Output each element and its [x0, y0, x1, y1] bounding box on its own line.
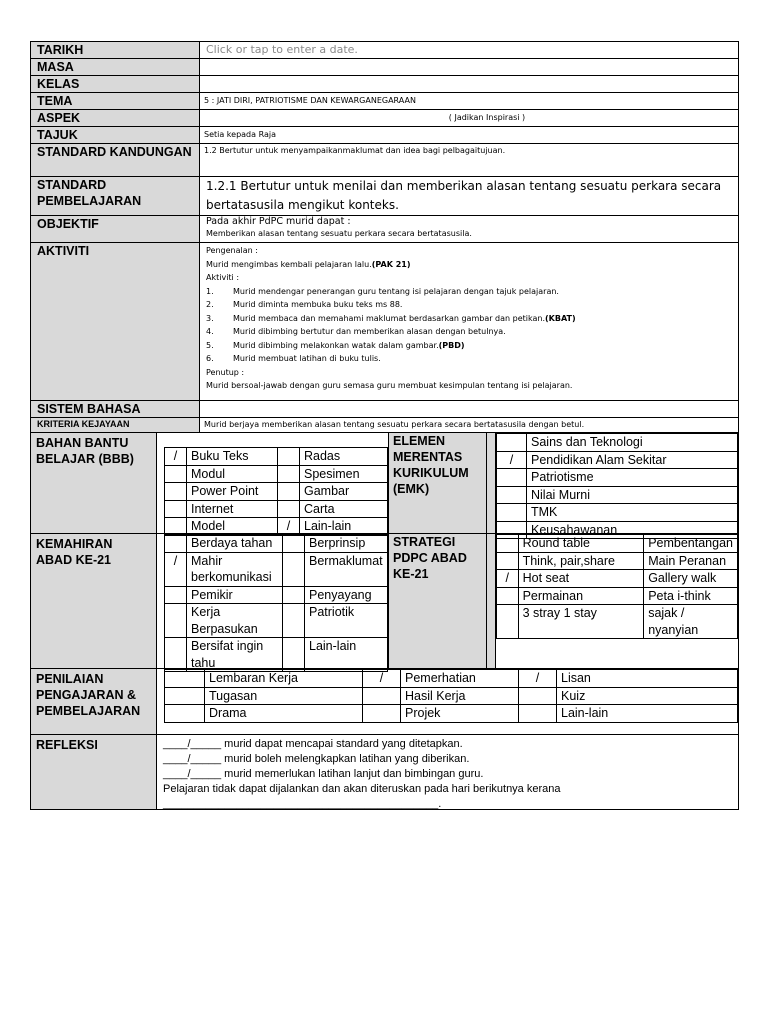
tema-label: TEMA	[31, 93, 200, 110]
strategi-label-cell	[389, 534, 487, 668]
penilaian-row	[165, 670, 738, 688]
pengenalan-line	[206, 258, 732, 272]
abad-option-label: Kerja Berpasukan	[187, 604, 283, 638]
bbb-checkbox[interactable]	[165, 483, 187, 501]
kriteria-label: KRITERIA KEJAYAAN	[31, 418, 200, 433]
emk-option-label: Pendidikan Alam Sekitar	[527, 451, 738, 469]
strategi-row	[497, 605, 738, 639]
strategi-option-label: Gallery walk	[644, 570, 738, 588]
emk-spacer	[487, 433, 495, 533]
refleksi-panel	[157, 735, 738, 809]
abad-option-label: Bermaklumat	[305, 552, 388, 586]
strategi-option-label: Hot seat	[518, 570, 644, 588]
abad-row	[165, 552, 388, 586]
strategi-row	[497, 535, 738, 553]
activity-number: 2.	[206, 300, 214, 309]
activity-number: 6.	[206, 354, 214, 363]
strategi-checkbox[interactable]	[497, 535, 519, 553]
strategi-checkbox[interactable]	[497, 605, 519, 639]
activity-text: Murid diminta membuka buku teks ms 88.	[233, 300, 403, 309]
tajuk-value: Setia kepada Raja	[200, 127, 739, 144]
activity-text: Murid membaca dan memahami maklumat berdasarkan gambar dan petikan.(KBAT)	[233, 313, 576, 323]
activity-number: 4.	[206, 327, 214, 336]
penilaian-checkbox[interactable]: /	[363, 670, 401, 688]
abad-checkbox[interactable]	[283, 604, 305, 638]
emk-option-label: TMK	[527, 504, 738, 522]
activity-number: 3.	[206, 313, 214, 323]
sistem-bahasa-field[interactable]	[200, 401, 739, 418]
penutup-heading: Penutup :	[206, 367, 245, 377]
penilaian-panel	[157, 669, 738, 734]
objektif-label: OBJEKTIF	[31, 216, 200, 243]
bbb-option-label: Internet	[187, 500, 278, 518]
emk-checkbox[interactable]: /	[497, 451, 527, 469]
emk-option-label: Patriotisme	[527, 469, 738, 487]
emk-table	[496, 433, 738, 539]
refleksi-section	[30, 735, 739, 810]
bbb-row	[165, 500, 388, 518]
strategi-option-label: sajak / nyanyian	[644, 605, 738, 639]
activity-item	[206, 285, 732, 299]
activity-text: Murid dibimbing melakonkan watak dalam gambar.(PBD)	[233, 340, 465, 350]
activity-item	[206, 325, 732, 339]
emk-row	[497, 504, 738, 522]
abad-option-label: Lain-lain	[305, 638, 388, 672]
objektif-line2: Memberikan alasan tentang sesuatu perkara secara bertatasusila.	[206, 229, 472, 238]
bbb-checkbox[interactable]	[165, 500, 187, 518]
masa-label: MASA	[31, 59, 200, 76]
emk-row	[497, 469, 738, 487]
strategi-panel	[495, 534, 738, 668]
penilaian-row	[165, 687, 738, 705]
sistem-bahasa-label: SISTEM BAHASA	[31, 401, 200, 418]
lesson-plan-form	[30, 41, 739, 810]
bbb-emk-section	[30, 433, 739, 537]
bbb-emk-body	[157, 433, 738, 537]
activity-text: Murid dibimbing bertutur dan memberikan alasan dengan betulnya.	[233, 327, 506, 336]
refleksi-label: REFLEKSI	[31, 735, 157, 809]
abad-checkbox[interactable]	[283, 552, 305, 586]
bbb-option-label: Model	[187, 518, 278, 536]
strategi-option-label: Main Peranan	[644, 552, 738, 570]
penilaian-option-label: Drama	[205, 705, 363, 723]
standard-kandungan-label: STANDARD KANDUNGAN	[31, 144, 200, 177]
bbb-row	[165, 483, 388, 501]
abad-label: KEMAHIRAN ABAD KE-21	[31, 534, 157, 668]
emk-option-label: Nilai Murni	[527, 486, 738, 504]
penilaian-option-label: Tugasan	[205, 687, 363, 705]
penilaian-row	[165, 705, 738, 723]
bbb-option-label: Radas	[300, 448, 388, 466]
penilaian-checkbox[interactable]	[363, 705, 401, 723]
strategi-option-label: Pembentangan	[644, 535, 738, 553]
bbb-checkbox[interactable]	[278, 448, 300, 466]
strategi-option-label: Think, pair,share	[518, 552, 644, 570]
abad-row	[165, 535, 388, 553]
penilaian-section	[30, 669, 739, 735]
tajuk-label: TAJUK	[31, 127, 200, 144]
abad-option-label: Berprinsip	[305, 535, 388, 553]
activity-item	[206, 352, 732, 366]
strategi-option-label: Round table	[518, 535, 644, 553]
emk-row	[497, 434, 738, 452]
refleksi-line: Pelajaran tidak dapat dijalankan dan akan diteruskan pada hari berikutnya kerana	[163, 783, 561, 795]
activity-number: 5.	[206, 340, 214, 350]
strategi-option-label: Peta i-think	[644, 587, 738, 605]
abad-checkbox[interactable]	[165, 586, 187, 604]
abad-option-label: Penyayang	[305, 586, 388, 604]
bbb-row	[165, 465, 388, 483]
emk-option-label: Keusahawanan	[527, 521, 738, 539]
abad-row	[165, 604, 388, 638]
penilaian-option-label: Projek	[401, 705, 519, 723]
kelas-label: KELAS	[31, 76, 200, 93]
emk-row	[497, 451, 738, 469]
abad-panel	[157, 534, 389, 668]
abad-strategi-section	[30, 534, 739, 669]
abad-checkbox[interactable]: /	[165, 552, 187, 586]
bbb-option-label: Gambar	[300, 483, 388, 501]
strategi-checkbox[interactable]: /	[497, 570, 519, 588]
standard-pembelajaran-label: STANDARD PEMBELAJARAN	[31, 177, 200, 216]
abad-option-label: Bersifat ingin tahu	[187, 638, 283, 672]
penilaian-checkbox[interactable]	[519, 687, 557, 705]
abad-row	[165, 638, 388, 672]
abad-option-label: Patriotik	[305, 604, 388, 638]
bbb-option-label: Lain-lain	[300, 518, 388, 536]
bbb-label: BAHAN BANTU BELAJAR (BBB)	[31, 433, 157, 533]
bbb-checkbox[interactable]	[278, 500, 300, 518]
tarikh-label: TARIKH	[31, 42, 200, 59]
activity-text: Murid mendengar penerangan guru tentang isi pelajaran dengan tajuk pelajaran.	[233, 286, 559, 296]
bbb-checkbox[interactable]: /	[165, 448, 187, 466]
penilaian-option-label: Lain-lain	[557, 705, 738, 723]
strategi-row	[497, 552, 738, 570]
emk-option-label: Sains dan Teknologi	[527, 434, 738, 452]
abad-checkbox[interactable]	[165, 638, 187, 672]
pengenalan-heading: Pengenalan :	[206, 246, 258, 255]
abad-option-label: Berdaya tahan	[187, 535, 283, 553]
bbb-checkbox[interactable]	[278, 465, 300, 483]
bbb-option-label: Modul	[187, 465, 278, 483]
bbb-checkbox[interactable]	[278, 483, 300, 501]
aspek-label: ASPEK	[31, 110, 200, 127]
activity-number: 1.	[206, 286, 214, 296]
lesson-header-table	[30, 41, 739, 433]
strategi-spacer	[487, 534, 495, 668]
bbb-row	[165, 518, 388, 536]
strategi-table	[496, 534, 738, 639]
aktiviti-heading: Aktiviti :	[206, 273, 240, 282]
aktiviti-cell	[200, 243, 739, 401]
abad-checkbox[interactable]	[283, 586, 305, 604]
strategi-row	[497, 570, 738, 588]
activity-list	[206, 285, 732, 366]
bbb-panel	[157, 433, 389, 533]
bbb-row	[165, 448, 388, 466]
kelas-field[interactable]	[200, 76, 739, 93]
bbb-option-label: Spesimen	[300, 465, 388, 483]
abad-row	[165, 586, 388, 604]
emk-panel	[495, 433, 738, 537]
strategi-checkbox[interactable]	[497, 552, 519, 570]
refleksi-line: ____/_____ murid memerlukan latihan lanjut dan bimbingan guru.	[163, 768, 484, 780]
date-picker-field[interactable]: Click or tap to enter a date.	[200, 42, 739, 59]
strategi-row	[497, 587, 738, 605]
bbb-gap	[164, 433, 388, 447]
penilaian-checkbox[interactable]	[165, 687, 205, 705]
refleksi-line: _____________________________________________.	[163, 798, 442, 810]
emk-label: ELEMEN MERENTAS KURIKULUM (EMK)	[393, 434, 469, 496]
refleksi-line: ____/_____ murid boleh melengkapkan latihan yang diberikan.	[163, 753, 470, 765]
abad-option-label: Pemikir	[187, 586, 283, 604]
emk-checkbox[interactable]	[497, 504, 527, 522]
masa-field[interactable]	[200, 59, 739, 76]
standard-kandungan-value: 1.2 Bertutur untuk menyampaikanmaklumat dan idea bagi pelbagaitujuan.	[200, 144, 739, 177]
aspek-value: ( Jadikan Inspirasi )	[200, 110, 739, 127]
bbb-checkbox[interactable]: /	[278, 518, 300, 536]
standard-pembelajaran-value: 1.2.1 Bertutur untuk menilai dan memberikan alasan tentang sesuatu perkara secara bertatasusila mengikut konteks.	[200, 177, 739, 216]
strategi-option-label: 3 stray 1 stay	[518, 605, 644, 639]
strategi-checkbox[interactable]	[497, 587, 519, 605]
strategi-label: STRATEGI PDPC ABAD KE-21	[393, 535, 467, 581]
bbb-checkbox[interactable]	[165, 465, 187, 483]
aktiviti-label: AKTIVITI	[31, 243, 200, 401]
activity-item	[206, 312, 732, 326]
penilaian-option-label: Pemerhatian	[401, 670, 519, 688]
bbb-option-label: Power Point	[187, 483, 278, 501]
activity-item	[206, 339, 732, 353]
objektif-line1: Pada akhir PdPC murid dapat :	[206, 216, 351, 227]
bbb-option-label: Carta	[300, 500, 388, 518]
penilaian-checkbox[interactable]: /	[519, 670, 557, 688]
activity-text: Murid membuat latihan di buku tulis.	[233, 354, 381, 363]
abad-table	[164, 534, 388, 672]
emk-label-cell	[389, 433, 487, 533]
penilaian-option-label: Lisan	[557, 670, 738, 688]
abad-checkbox[interactable]	[283, 535, 305, 553]
penilaian-label: PENILAIAN PENGAJARAN & PEMBELAJARAN	[31, 669, 157, 734]
bbb-option-label: Buku Teks	[187, 448, 278, 466]
objektif-cell	[200, 216, 739, 243]
strategi-option-label: Permainan	[518, 587, 644, 605]
penilaian-table	[164, 669, 738, 723]
abad-option-label: Mahir berkomunikasi	[187, 552, 283, 586]
penilaian-checkbox[interactable]	[165, 670, 205, 688]
penilaian-checkbox[interactable]	[165, 705, 205, 723]
penutup-text: Murid bersoal-jawab dengan guru semasa guru membuat kesimpulan tentang isi pelajaran.	[206, 381, 573, 390]
abad-strategi-body	[157, 534, 738, 668]
pengenalan-tag: (PAK 21)	[371, 259, 411, 269]
bbb-table	[164, 447, 388, 536]
activity-tag: (PBD)	[438, 340, 465, 350]
emk-row	[497, 486, 738, 504]
activity-item	[206, 298, 732, 312]
tema-value: 5 : JATI DIRI, PATRIOTISME DAN KEWARGANEGARAAN	[200, 93, 739, 110]
emk-checkbox[interactable]	[497, 434, 527, 452]
emk-checkbox[interactable]	[497, 469, 527, 487]
penilaian-checkbox[interactable]	[363, 687, 401, 705]
bbb-checkbox[interactable]	[165, 518, 187, 536]
kriteria-value: Murid berjaya memberikan alasan tentang sesuatu perkara secara bertatasusila dengan betul.	[200, 418, 739, 433]
abad-checkbox[interactable]	[165, 604, 187, 638]
abad-checkbox[interactable]	[165, 535, 187, 553]
penilaian-checkbox[interactable]	[519, 705, 557, 723]
activity-tag: (KBAT)	[545, 313, 576, 323]
emk-checkbox[interactable]	[497, 486, 527, 504]
pengenalan-text: Murid mengimbas kembali pelajaran lalu.	[206, 259, 372, 269]
abad-checkbox[interactable]	[283, 638, 305, 672]
penilaian-option-label: Lembaran Kerja	[205, 670, 363, 688]
refleksi-line: ____/_____ murid dapat mencapai standard yang ditetapkan.	[163, 738, 463, 750]
penilaian-option-label: Hasil Kerja	[401, 687, 519, 705]
penilaian-option-label: Kuiz	[557, 687, 738, 705]
